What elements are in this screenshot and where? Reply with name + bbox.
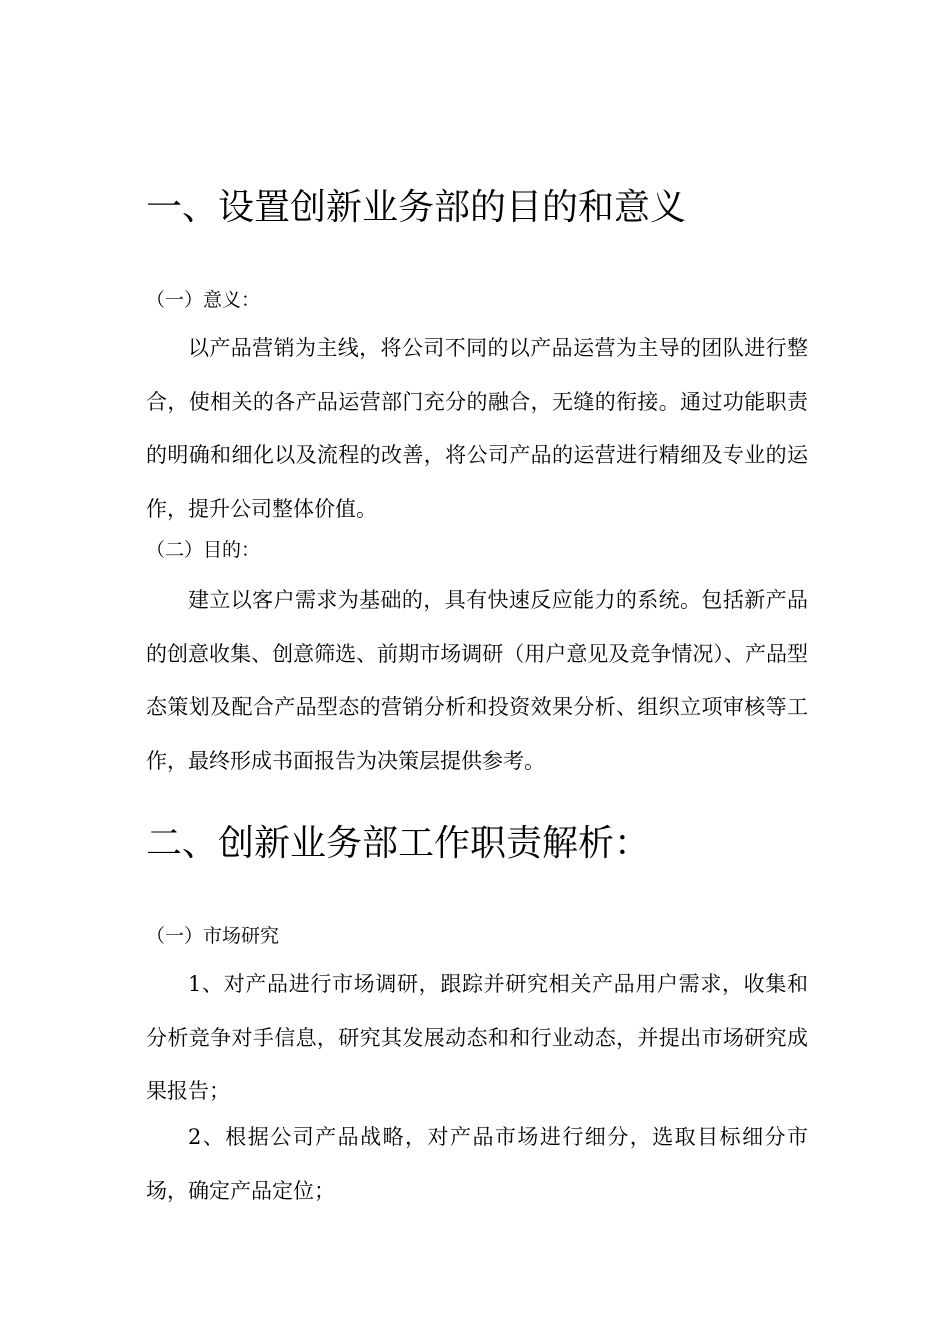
section-2-item-1: 1、对产品进行市场调研，跟踪并研究相关产品用户需求，收集和分析竞争对手信息，研究其发展动态和和行业动态，并提出市场研究成果报告； xyxy=(146,972,808,1103)
section-2-subheading-market-research: （一）市场研究 xyxy=(146,925,280,947)
section-1-subheading-purpose: （二）目的： xyxy=(146,539,261,561)
section-2-heading: 二、创新业务部工作职责解析： xyxy=(146,823,651,864)
section-1-paragraph-purpose: 建立以客户需求为基础的，具有快速反应能力的系统。包括新产品的创意收集、创意筛选、前期市场调研（用户意见及竞争情况）、产品型态策划及配合产品型态的营销分析和投资效果分析、组织立项审核等工作，最终形成书面报告为决策层提供参考。 xyxy=(146,588,808,773)
section-1-heading: 一、设置创新业务部的目的和意义 xyxy=(146,187,687,228)
section-1-subheading-significance: （一）意义： xyxy=(146,289,261,311)
section-1-paragraph-significance: 以产品营销为主线，将公司不同的以产品运营为主导的团队进行整合，使相关的各产品运营部门充分的融合，无缝的衔接。通过功能职责的明确和细化以及流程的改善，将公司产品的运营进行精细及专业的运作，提升公司整体价值。 xyxy=(146,336,808,521)
section-2-item-2: 2、根据公司产品战略，对产品市场进行细分，选取目标细分市场，确定产品定位； xyxy=(146,1125,808,1203)
